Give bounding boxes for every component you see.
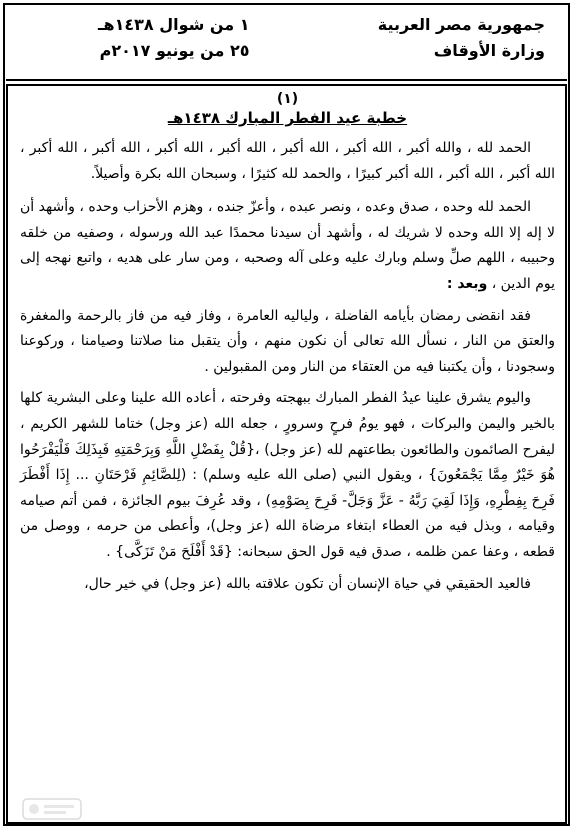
- paragraph-eid: واليوم يشرق علينا عيدُ الفطر المبارك ببهجته وفرحته ، أعاده الله علينا وعلى البشرية كلها بالخير واليمن والبركات ، فهو يومُ فرحٍ وسرورٍ ، جعله الله (عز وجل) ختاما للشهر الكريم ، ليفرح الصائمون والطائعون بطاعتهم لله (عز وجل) ،{قُلْ بِفَضْلِ اللَّهِ وَبِرَحْمَتِهِ فَبِذَلِكَ فَلْيَفْرَحُوا هُوَ خَيْرٌ مِمَّا يَجْمَعُونَ} ، ويقول النبي (صلى الله عليه وسلم) : (لِلصَّائِمِ فَرْحَتَانِ ... إِذَا أَفْطَرَ فَرِحَ بِفِطْرِهِ، وَإِذَا لَقِيَ رَبَّهُ - عَزَّ وَجَلَّ- فَرِحَ بِصَوْمِهِ) ، وقد عُرِفَ بيوم الجائزة ، فمن أتم صيامه وقيامه ، وبذل فيه من العطاء ابتغاء مرضاة الله (عز وجل)، وأعطى من حرمه ، ووصل من قطعه ، وعفا عمن ظلمه ، صدق فيه قول الحق سبحانه: {قَدْ أَفْلَحَ مَنْ تَزَكَّى} .: [20, 390, 555, 560]
- gregorian-date: ٢٥ من يونيو ٢٠١٧م: [99, 41, 250, 60]
- paragraph-hamd-text: الحمد لله وحده ، صدق وعده ، ونصر عبده ، وأعزّ جنده ، وهزم الأحزاب وحده ، وأشهد أن لا إله إلا الله وحده لا شريك له ، وأشهد أن سيدنا محمدًا عبد الله ورسوله ، وصفيه من خلقه وحبيبه ، اللهم صلِّ وسلم وبارك عليه وعلى آله وصحبه ، ومن سار على هديه ، واتبع نهجه إلى يوم الدين ،: [20, 199, 555, 292]
- watermark-logo: [22, 796, 82, 822]
- document-header: [6, 6, 567, 79]
- ba3d-label: وبعد :: [446, 275, 488, 292]
- sermon-number: (١): [276, 91, 299, 107]
- paragraph-true-eid: فالعيد الحقيقي في حياة الإنسان أن تكون علاقته بالله (عز وجل) في خير حال،: [84, 575, 531, 592]
- header-divider: [6, 79, 567, 81]
- date-block: [98, 12, 250, 64]
- sermon-content: [8, 86, 565, 603]
- issuer-block: [378, 12, 545, 64]
- ministry-name: وزارة الأوقاف: [433, 41, 545, 60]
- hijri-date: ١ من شوال ١٤٣٨هـ: [98, 15, 250, 34]
- sermon-body-frame: [6, 84, 567, 824]
- sermon-title: خطبة عيد الفطر المبارك ١٤٣٨هـ: [167, 109, 408, 127]
- paragraph-takbir: الحمد لله ، والله أكبر ، الله أكبر ، الله أكبر ، الله أكبر ، الله أكبر ، الله أكبر ، الله أكبر ، الله أكبر ، الله أكبر ، الله أكبر كبيرًا ، والحمد لله كثيرًا ، وسبحان الله بكرة وأصيلاً.: [20, 140, 555, 182]
- paragraph-hamd: [20, 195, 555, 297]
- paragraph-ramadan: فقد انقضى رمضان بأيامه الفاضلة ، ولياليه العامرة ، وفاز فيه من فاز بالرحمة والمغفرة والعتق من النار ، نسأل الله تعالى أن نكون منهم ، وأن يتقبل منا صلاتنا وصيامنا ، وركوعنا وسجودنا ، وأن يكتبنا فيه من العتقاء من النار ومن المقبولين .: [20, 307, 555, 375]
- country-name: جمهورية مصر العربية: [377, 15, 545, 34]
